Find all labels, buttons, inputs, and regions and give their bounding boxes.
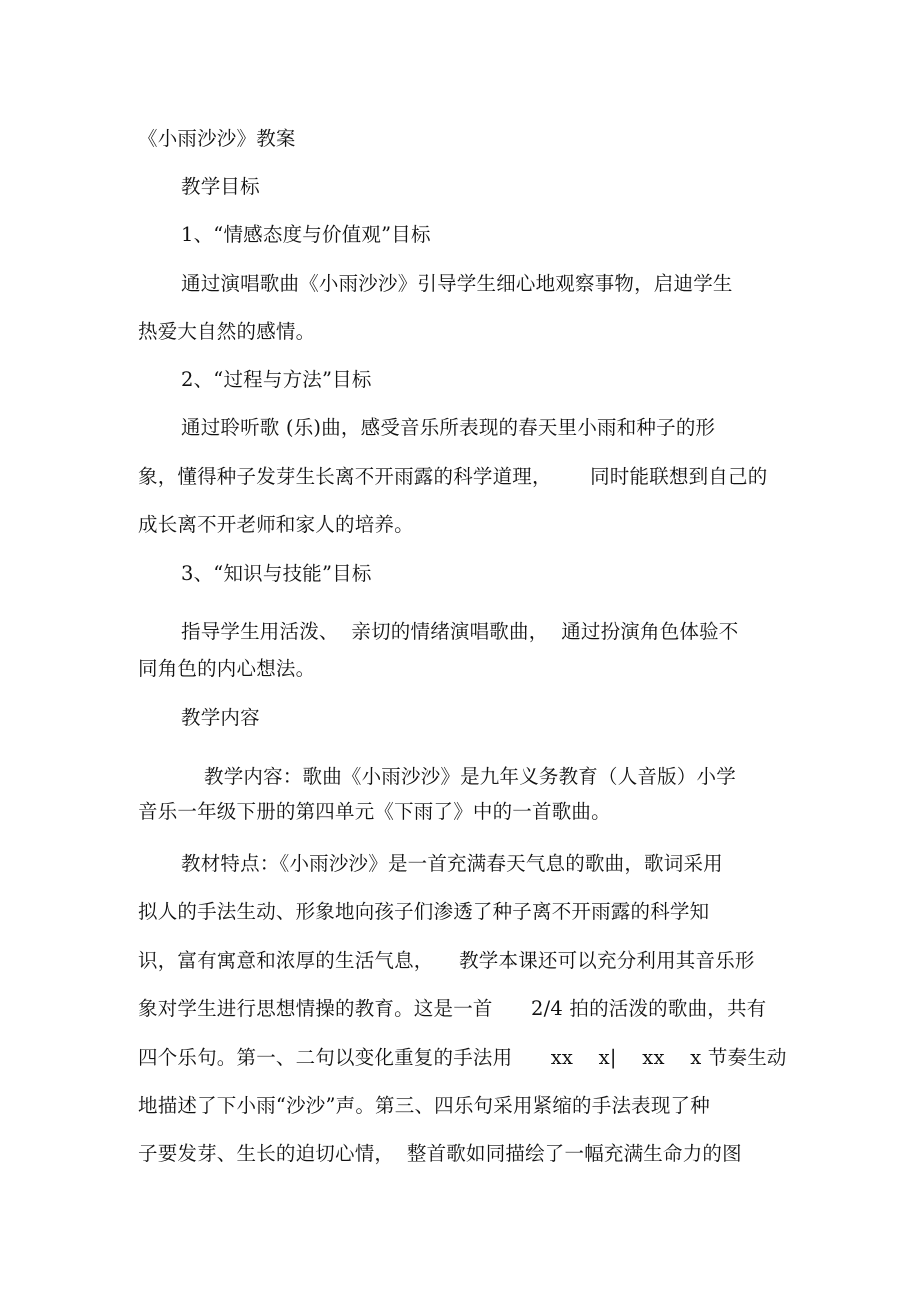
paragraph-line: 同角色的内心想法。 [138, 657, 316, 680]
heading-teaching-goals: 教学目标 [181, 175, 260, 198]
paragraph-line: 拟人的手法生动、形象地向孩子们渗透了种子离不开雨露的科学知 [138, 900, 710, 923]
paragraph-line: 指导学生用活泼、 亲切的情绪演唱歌曲， 通过扮演角色体验不 [181, 620, 739, 643]
paragraph-line: 子要发芽、生长的迫切心情， 整首歌如同描绘了一幅充满生命力的图 [138, 1142, 742, 1165]
goal-2-heading: 2、“过程与方法”目标 [181, 368, 372, 391]
paragraph-line: 教学内容：歌曲《小雨沙沙》是九年义务教育（人音版）小学 [204, 765, 736, 788]
paragraph-line: 象对学生进行思想情操的教育。这是一首 2/4 拍的活泼的歌曲，共有 [138, 997, 767, 1020]
heading-teaching-content: 教学内容 [181, 706, 260, 729]
goal-1-heading: 1、“情感态度与价值观”目标 [181, 223, 431, 246]
paragraph-line: 通过演唱歌曲《小雨沙沙》引导学生细心地观察事物，启迪学生 [181, 272, 733, 295]
paragraph-line: 成长离不开老师和家人的培养。 [138, 513, 414, 536]
document-title: 《小雨沙沙》教案 [138, 127, 296, 150]
paragraph-line: 象，懂得种子发芽生长离不开雨露的科学道理， 同时能联想到自己的 [138, 465, 768, 488]
paragraph-line: 四个乐句。第一、二句以变化重复的手法用 xx x| xx x 节奏生动 [138, 1046, 787, 1069]
paragraph-line: 教材特点：《小雨沙沙》是一首充满春天气息的歌曲，歌词采用 [181, 852, 723, 875]
goal-3-heading: 3、“知识与技能”目标 [181, 562, 372, 585]
paragraph-line: 音乐一年级下册的第四单元《下雨了》中的一首歌曲。 [138, 800, 611, 823]
paragraph-line: 识，富有寓意和浓厚的生活气息， 教学本课还可以充分利用其音乐形 [138, 949, 755, 972]
paragraph-line: 热爱大自然的感情。 [138, 320, 316, 343]
paragraph-line: 地描述了下小雨“沙沙”声。第三、四乐句采用紧缩的手法表现了种 [138, 1094, 710, 1117]
paragraph-line: 通过聆听歌 (乐)曲，感受音乐所表现的春天里小雨和种子的形 [181, 416, 716, 439]
